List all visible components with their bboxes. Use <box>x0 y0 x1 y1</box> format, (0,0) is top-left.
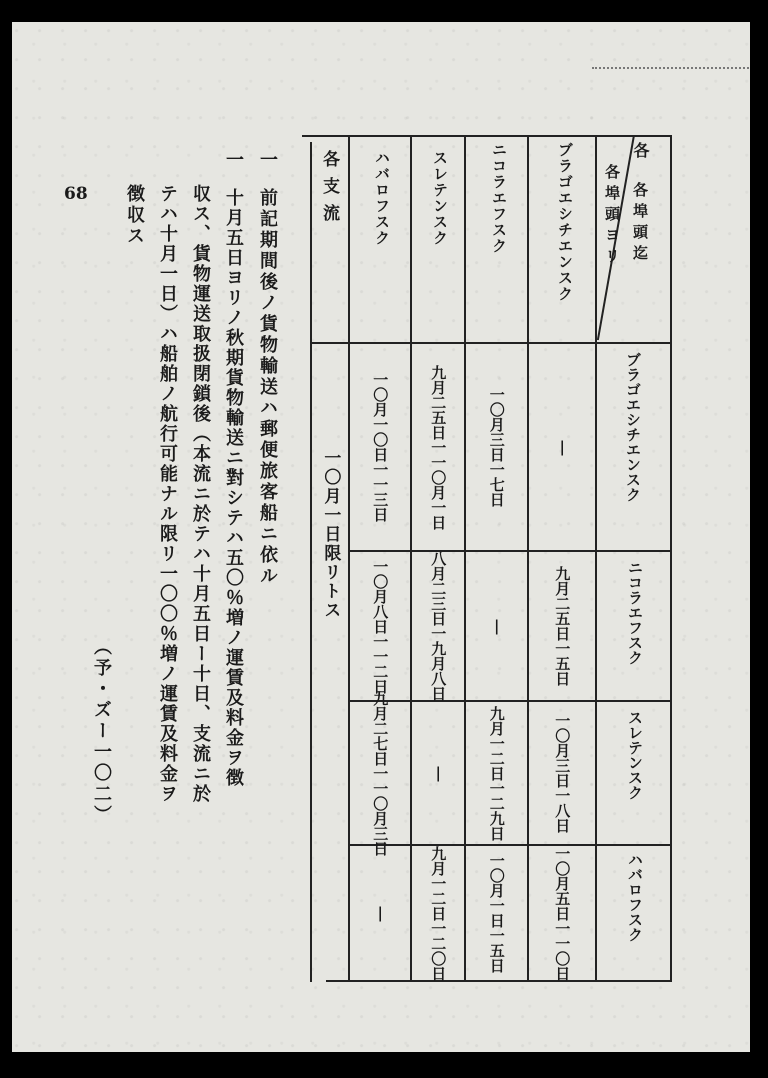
paragraph-1-bullet: 一 <box>257 150 278 171</box>
origin-header-sretensk: スレテンスク <box>431 150 449 246</box>
cell-khab-khab: | <box>371 904 390 922</box>
cell-branch-note: 一〇月一日限リトス <box>320 448 341 620</box>
dest-header-sretensk: スレテンスク <box>626 710 644 800</box>
origin-header-branches: 各支流 <box>319 150 339 231</box>
paragraph-2-bullet: 一 <box>223 150 244 171</box>
origin-header-nikolaevsk: ニコラエフスク <box>490 142 508 254</box>
table-border-top <box>302 135 670 137</box>
origin-header-khabarovsk: ハバロフスク <box>373 150 391 246</box>
paragraph-2-line-1: 十月五日ヨリノ秋期貨物輸送ニ對シテハ五〇％増ノ運賃及料金ヲ徴 <box>223 188 244 788</box>
table-border-right <box>670 135 672 982</box>
table-border-bottom <box>326 980 672 982</box>
corner-top-label: 各 <box>631 142 650 158</box>
cell-khab-blago: 一〇月一〇日 一一三日 <box>371 372 390 522</box>
corner-from-label: 各埠頭ヨリ <box>603 164 621 269</box>
cell-sret-nikol: 八月二三日 一九月八日 <box>429 551 448 701</box>
schedule-table <box>12 22 750 1052</box>
paragraph-1-line-1: 前記期間後ノ貨物輸送ハ郵便旅客船ニ依ル <box>257 188 278 587</box>
cell-blago-khab: 一〇月五日 一一〇日 <box>553 845 572 981</box>
cell-blago-sret: 一〇月三日 一八日 <box>553 713 572 833</box>
paragraph-2-line-3: テハ十月一日）ハ船舶ノ航行可能ナル限リ一〇〇％増ノ運賃及料金ヲ <box>157 184 178 804</box>
dest-header-khabarovsk: ハバロフスク <box>626 852 644 942</box>
cell-khab-sret: 九月二七日 一一〇月三日 <box>371 690 390 856</box>
cell-nikol-blago: 一〇月三日 一七日 <box>487 387 506 507</box>
document-page <box>12 22 750 1052</box>
cell-sret-khab: 九月一二日 一二〇日 <box>429 845 448 981</box>
cell-khab-nikol: 一〇月八日 一一二日 <box>371 558 390 694</box>
dest-header-blagoveshchensk: ブラゴエシチエンスク <box>624 352 642 502</box>
cell-nikol-nikol: | <box>487 617 506 635</box>
page-number: 68 <box>64 184 88 204</box>
cell-blago-blago: | <box>553 438 572 456</box>
cell-nikol-khab: 一〇月一日 一五日 <box>487 853 506 973</box>
cell-sret-sret: | <box>429 764 448 782</box>
row-divider <box>595 135 597 982</box>
cell-sret-blago: 九月二五日 一一〇月一日 <box>429 364 448 530</box>
reference-code: （予・ズー一〇二） <box>91 637 112 826</box>
cell-blago-nikol: 九月二五日 一五日 <box>553 566 572 686</box>
origin-header-blagoveshchensk: ブラゴエシチエンスク <box>556 142 574 302</box>
cell-nikol-sret: 九月一二日 一二九日 <box>487 705 506 841</box>
paragraph-2-line-4: 徴収ス <box>124 184 145 247</box>
paragraph-2-line-2: 収ス、貨物運送取扱閉鎖後（本流ニ於テハ十月五日ー十日、支流ニ於 <box>190 184 211 804</box>
corner-to-label: 各埠頭迄 <box>631 182 649 266</box>
dest-header-nikolaevsk: ニコラエフスク <box>626 560 644 665</box>
